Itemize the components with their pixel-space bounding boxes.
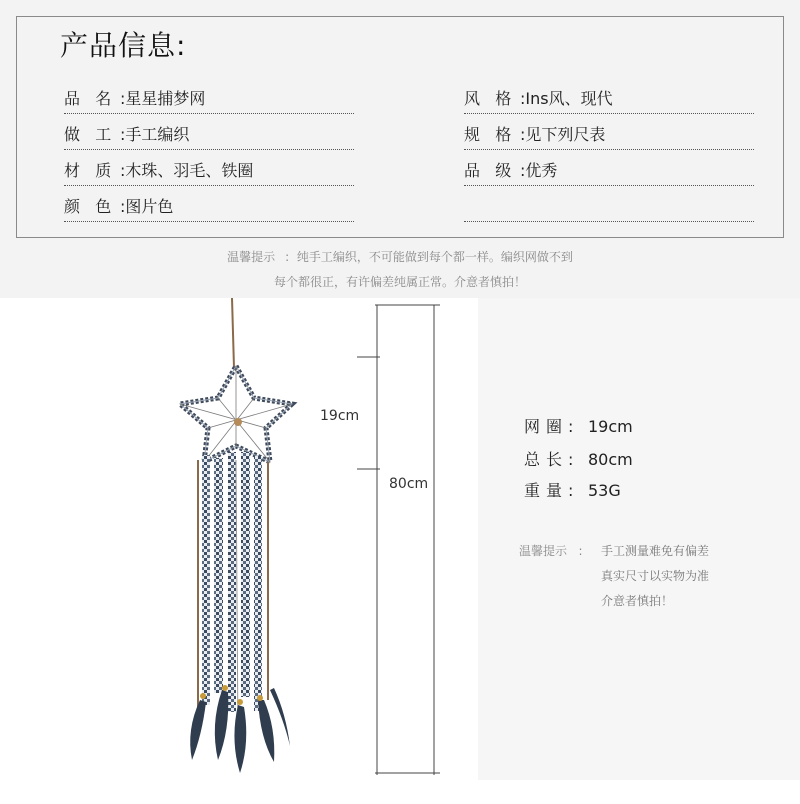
info-row-craft: 做 工 :手工编织 bbox=[64, 122, 354, 150]
tip-line-3: 介意者慎拍！ bbox=[601, 594, 674, 608]
info-row-value: 图片色 bbox=[125, 197, 174, 216]
info-row-name: 品 名 :星星捕梦网 bbox=[64, 86, 354, 114]
info-row-material: 材 质 :木珠、羽毛、铁圈 bbox=[64, 158, 354, 186]
info-row-color: 颜 色 :图片色 bbox=[64, 194, 354, 222]
info-row-label: 品 名 bbox=[64, 89, 112, 108]
info-row-style: 风 格 :Ins风、现代 bbox=[464, 86, 754, 114]
info-note-line2: 每个都很正，有许偏差纯属正常。介意者慎拍！ bbox=[273, 275, 526, 289]
info-row-value: 优秀 bbox=[525, 161, 558, 180]
info-row-size: 规 格 :见下列尺表 bbox=[464, 122, 754, 150]
info-row-label: 品 级 bbox=[464, 161, 512, 180]
spec-hoop: 网圈: 19cm bbox=[524, 417, 633, 436]
info-row-label: 材 质 bbox=[64, 161, 112, 180]
info-row-label: 颜 色 bbox=[64, 197, 112, 216]
info-row-value: 木珠、羽毛、铁圈 bbox=[125, 161, 254, 180]
tip-line-1: 手工测量难免有偏差 bbox=[601, 544, 710, 558]
tip-line-2: 真实尺寸以实物为准 bbox=[601, 569, 710, 583]
info-row-value: 星星捕梦网 bbox=[125, 89, 206, 108]
info-row-label: 做 工 bbox=[64, 125, 112, 144]
length-dimension-label: 80cm bbox=[389, 476, 429, 492]
info-note-line1: 温馨提示 : 纯手工编织，不可能做到每个都一样。编织网做不到 bbox=[227, 250, 573, 264]
product-info-title: 产品信息: bbox=[60, 29, 187, 62]
info-row-label: 规 格 bbox=[464, 125, 512, 144]
info-row-value: 见下列尺表 bbox=[525, 125, 606, 144]
info-row-value: Ins风、现代 bbox=[525, 89, 613, 108]
center-bead bbox=[234, 418, 242, 426]
spec-length: 总长: 80cm bbox=[524, 450, 633, 469]
info-row-label: 风 格 bbox=[464, 89, 512, 108]
star-frame bbox=[180, 366, 292, 462]
info-row-grade: 品 级 :优秀 bbox=[464, 158, 754, 186]
info-row-value: 手工编织 bbox=[125, 125, 190, 144]
hanging-cord bbox=[232, 298, 234, 368]
dimension-lines bbox=[357, 305, 440, 775]
spec-weight: 重量: 53G bbox=[524, 481, 621, 500]
tip-label: 温馨提示 : bbox=[519, 544, 583, 558]
hoop-dimension-label: 19cm bbox=[320, 408, 360, 424]
